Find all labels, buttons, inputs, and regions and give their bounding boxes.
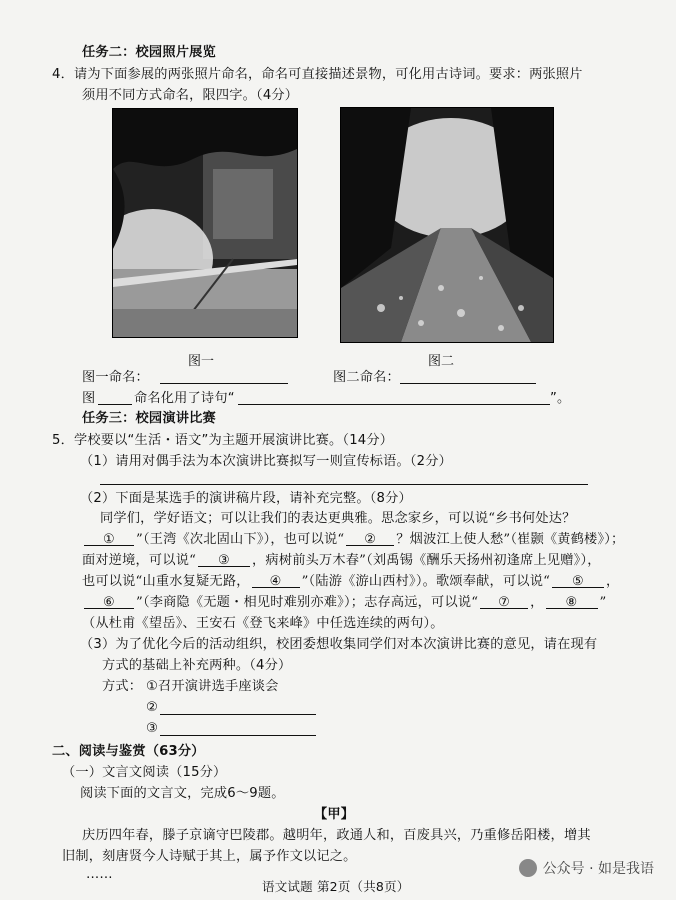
photo-2-name-label: 图二命名： (333, 370, 400, 385)
way-2-label: ② (146, 700, 159, 715)
speech-line-2-text-a: ”（王湾《次北固山下》），也可以说“ (136, 532, 345, 547)
photo-1-name-blank[interactable] (160, 383, 288, 384)
speech-line-5-text-b: ， (530, 595, 544, 610)
speech-line-5 (82, 594, 607, 612)
watermark (519, 858, 654, 878)
photo-2-caption: 图二 (428, 354, 455, 369)
way-3-label: ③ (146, 721, 159, 736)
speech-line-2-text-b: ？烟波江上使人愁”（崔颢《黄鹤楼》）； (396, 532, 625, 547)
task2-title: 任务二：校园照片展览 (82, 45, 216, 60)
poem-line-blank[interactable] (238, 404, 550, 405)
section2-title: 二、阅读与鉴赏（63分） (52, 744, 205, 759)
section2-subtitle: （一）文言文阅读（15分） (62, 765, 227, 780)
speech-line-3-text-a: 面对逆境，可以说“ (82, 553, 197, 568)
text-jia-heading: 【甲】 (314, 807, 355, 822)
speech-line-4 (82, 573, 619, 591)
blank-6[interactable]: ⑥ (84, 594, 134, 609)
speech-line-4-text-b: ”（陆游《游山西村》）。歌颂奉献，可以说“ (301, 574, 551, 589)
poem-text: 命名化用了诗句“ (134, 391, 235, 406)
task3-title: 任务三：校园演讲比赛 (82, 411, 216, 426)
photo-1 (112, 108, 298, 338)
way-3-blank[interactable] (160, 735, 316, 736)
q4-line1: 4．请为下面参展的两张照片命名，命名可直接描述景物，可化用古诗词。要求：两张照片 (52, 67, 583, 82)
watermark-text: 公众号 · 如是我语 (542, 861, 654, 877)
classical-ellipsis: …… (86, 867, 113, 882)
way-2-blank[interactable] (160, 714, 316, 715)
blank-7[interactable]: ⑦ (480, 594, 528, 609)
photo-1-name-label: 图一命名： (82, 370, 149, 385)
speech-line-1: 同学们，学好语文；可以让我们的表达更典雅。思念家乡，可以说“乡书何处达？ (100, 511, 576, 526)
speech-line-3-text-b: ，病树前头万木春”（刘禹锡《酬乐天扬州初逢席上见赠》）， (252, 553, 601, 568)
q5-sub3-line2: 方式的基础上补充两种。（4分） (102, 658, 292, 673)
photo-1-caption: 图一 (188, 354, 215, 369)
photo-2-image (341, 108, 553, 342)
page-footer: 语文试题 第2页（共8页） (262, 879, 410, 894)
speech-line-5-text-a: ”（李商隐《无题・相见时难别亦难》）；志存高远，可以说“ (136, 595, 479, 610)
wechat-icon (519, 859, 537, 877)
blank-2[interactable]: ② (346, 531, 394, 546)
blank-1[interactable]: ① (84, 531, 134, 546)
slogan-blank[interactable] (100, 484, 588, 485)
q5-line1: 5．学校要以“生活・语文”为主题开展演讲比赛。（14分） (52, 433, 394, 448)
poem-prefix: 图 (82, 391, 96, 406)
blank-8[interactable]: ⑧ (546, 594, 598, 609)
speech-line-4-text-a: 也可以说“山重水复疑无路， (82, 574, 250, 589)
section2-instruction: 阅读下面的文言文，完成6～9题。 (80, 786, 285, 801)
way-1: ①召开演讲选手座谈会 (146, 679, 279, 694)
blank-5[interactable]: ⑤ (552, 573, 604, 588)
classical-line-1: 庆历四年春，滕子京谪守巴陵郡。越明年，政通人和，百废具兴，乃重修岳阳楼，增其 (82, 828, 591, 843)
blank-3[interactable]: ③ (198, 552, 250, 567)
poem-end: ”。 (550, 391, 571, 406)
q5-sub2: （2）下面是某选手的演讲稿片段，请补充完整。（8分） (80, 491, 412, 506)
speech-line-3 (82, 552, 601, 570)
q5-sub3-line1: （3）为了优化今后的活动组织，校团委想收集同学们对本次演讲比赛的意见，请在现有 (80, 637, 598, 652)
blank-4[interactable]: ④ (252, 573, 300, 588)
q5-sub1: （1）请用对偶手法为本次演讲比赛拟写一则宣传标语。（2分） (80, 454, 453, 469)
poem-photo-blank[interactable] (98, 404, 132, 405)
speech-line-2 (82, 531, 624, 549)
photo-2 (340, 107, 554, 343)
photo-1-image (113, 109, 297, 337)
photo-2-name-blank[interactable] (400, 383, 536, 384)
q4-line2: 须用不同方式命名，限四字。（4分） (82, 88, 299, 103)
speech-line-6: （从杜甫《望岳》、王安石《登飞来峰》中任选连续的两句）。 (82, 616, 444, 631)
classical-line-2: 旧制，刻唐贤今人诗赋于其上，属予作文以记之。 (62, 849, 357, 864)
speech-line-5-text-c: ” (599, 595, 607, 610)
speech-line-4-text-c: ， (606, 574, 620, 589)
ways-label: 方式： (102, 679, 143, 694)
